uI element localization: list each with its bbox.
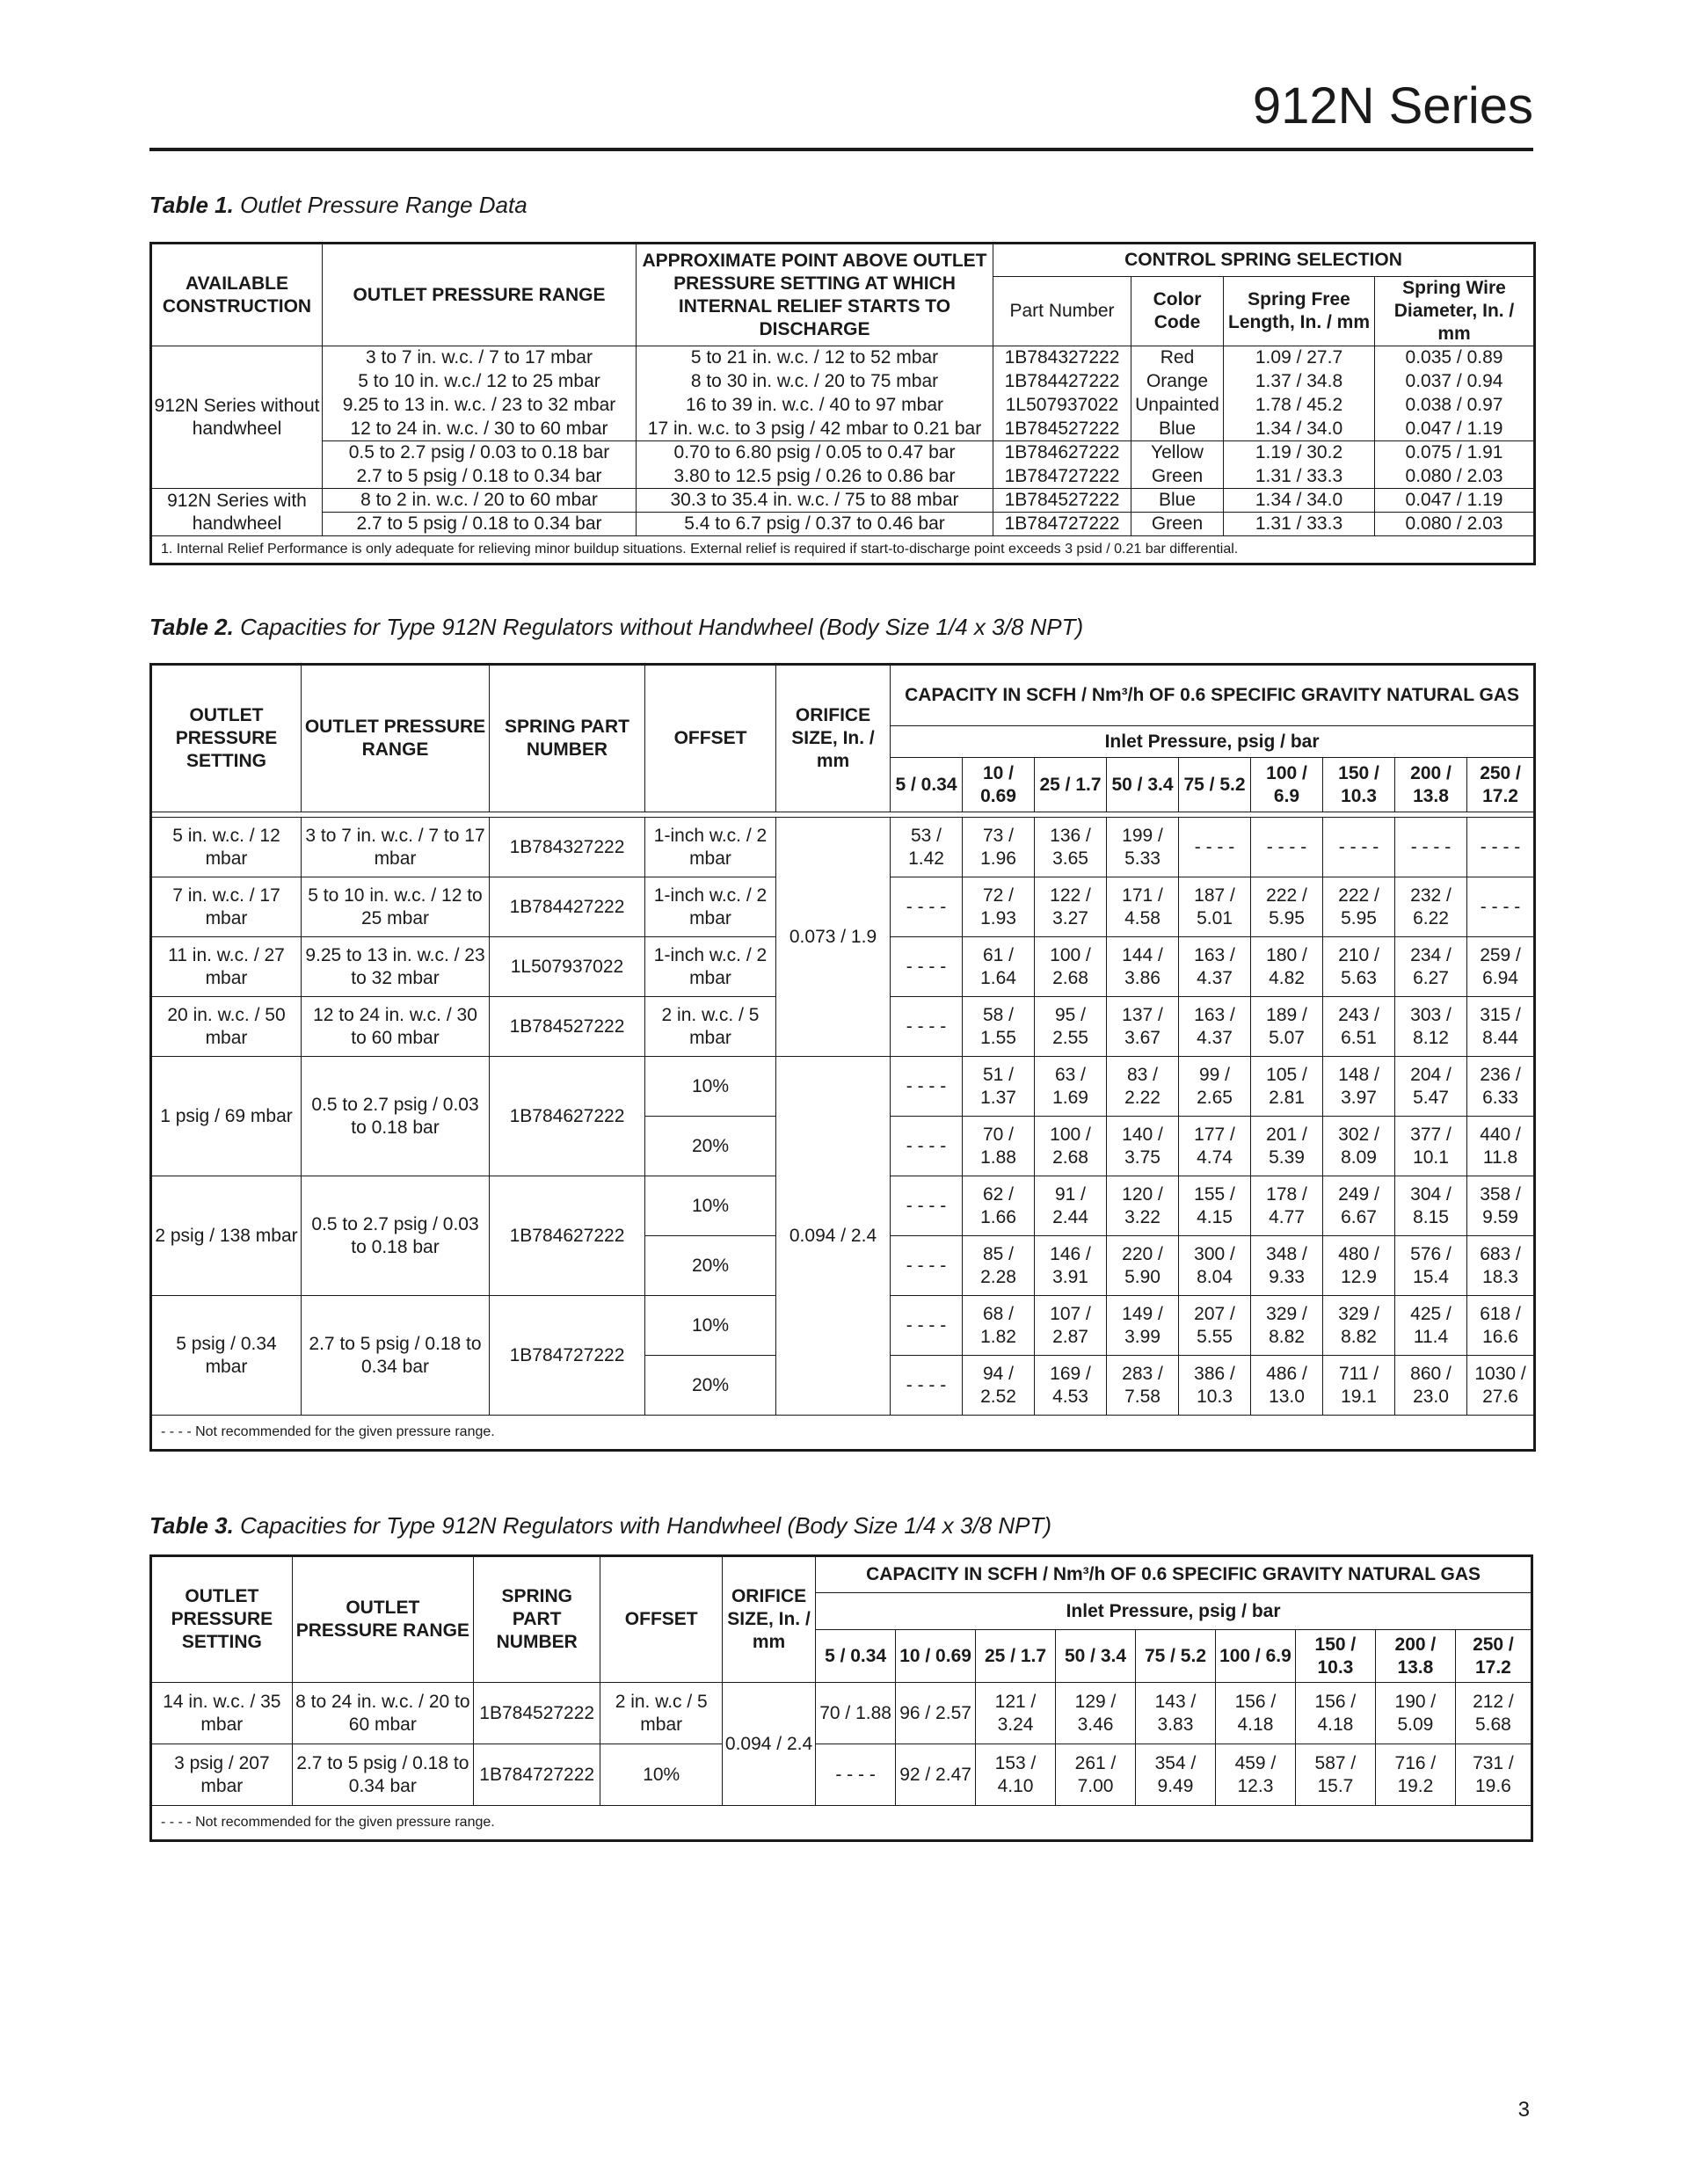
t1-cell-free-length: 1.34 / 34.0 <box>1224 418 1375 441</box>
t1-cell-free-length: 1.19 / 30.2 <box>1224 441 1375 465</box>
t2-cell-capacity: 220 / 5.90 <box>1107 1236 1179 1296</box>
t1-cell-outlet-range: 2.7 to 5 psig / 0.18 to 0.34 bar <box>323 513 637 536</box>
t3-inlet-col: 200 / 13.8 <box>1375 1630 1455 1683</box>
t2-cell-capacity: - - - - <box>1395 818 1467 877</box>
t1-cell-part-number: 1B784727222 <box>993 465 1131 489</box>
t2-cell-offset: 1-inch w.c. / 2 mbar <box>645 877 776 937</box>
t2-header-range: OUTLET PRESSURE RANGE <box>302 665 490 812</box>
t2-cell-capacity: 576 / 15.4 <box>1395 1236 1467 1296</box>
t2-cell-capacity: 210 / 5.63 <box>1323 937 1395 997</box>
t1-cell-relief-point: 0.70 to 6.80 psig / 0.05 to 0.47 bar <box>637 441 993 465</box>
t1-header-color-code: Color Code <box>1131 277 1224 346</box>
t2-cell-capacity: 85 / 2.28 <box>963 1236 1035 1296</box>
t1-row <box>151 441 1535 465</box>
t1-cell-outlet-range: 0.5 to 2.7 psig / 0.03 to 0.18 bar <box>323 441 637 465</box>
t1-cell-relief-point: 5 to 21 in. w.c. / 12 to 52 mbar <box>637 346 993 370</box>
t2-cell-spring: 1B784427222 <box>490 877 645 937</box>
t2-cell-capacity: 302 / 8.09 <box>1323 1117 1395 1176</box>
t1-cell-wire-diameter: 0.075 / 1.91 <box>1375 441 1535 465</box>
t2-cell-capacity: - - - - <box>891 1057 963 1117</box>
t1-cell-color-code: Green <box>1131 513 1224 536</box>
t2-cell-capacity: 53 / 1.42 <box>891 818 963 877</box>
t2-cell-capacity: 122 / 3.27 <box>1035 877 1107 937</box>
t3-cell-capacity: 716 / 19.2 <box>1375 1744 1455 1806</box>
t2-cell-capacity: 51 / 1.37 <box>963 1057 1035 1117</box>
t2-cell-offset: 20% <box>645 1236 776 1296</box>
t1-cell-outlet-range: 9.25 to 13 in. w.c. / 23 to 32 mbar <box>323 394 637 418</box>
t2-cell-capacity: 204 / 5.47 <box>1395 1057 1467 1117</box>
t2-cell-capacity: - - - - <box>891 1356 963 1416</box>
t2-cell-capacity: - - - - <box>891 997 963 1057</box>
t2-cell-capacity: 155 / 4.15 <box>1179 1176 1251 1236</box>
t2-cell-capacity: - - - - <box>1323 818 1395 877</box>
t3-cell-capacity: 459 / 12.3 <box>1215 1744 1295 1806</box>
t2-inlet-col: 250 / 17.2 <box>1467 758 1535 812</box>
t2-cell-capacity: 232 / 6.22 <box>1395 877 1467 937</box>
t1-header-spring-selection: CONTROL SPRING SELECTION <box>993 244 1535 277</box>
t2-cell-capacity: 169 / 4.53 <box>1035 1356 1107 1416</box>
t1-header-wire-diameter: Spring Wire Diameter, In. / mm <box>1375 277 1535 346</box>
t3-cell-orifice: 0.094 / 2.4 <box>722 1683 815 1806</box>
t2-cell-capacity: 68 / 1.82 <box>963 1296 1035 1356</box>
t2-cell-capacity: 107 / 2.87 <box>1035 1296 1107 1356</box>
t3-cell-capacity: - - - - <box>816 1744 896 1806</box>
page-header <box>149 76 1533 151</box>
t3-inlet-col: 50 / 3.4 <box>1056 1630 1136 1683</box>
t1-cell-wire-diameter: 0.047 / 1.19 <box>1375 489 1535 513</box>
table3-caption: Table 3. Capacities for Type 912N Regulators with Handwheel (Body Size 1/4 x 3/8 NPT) <box>149 1512 1052 1539</box>
t2-cell-spring: 1B784627222 <box>490 1057 645 1176</box>
t2-cell-spring: 1B784627222 <box>490 1176 645 1296</box>
t2-cell-capacity: 99 / 2.65 <box>1179 1057 1251 1117</box>
t3-cell-spring: 1B784727222 <box>473 1744 600 1806</box>
t2-cell-capacity: 70 / 1.88 <box>963 1117 1035 1176</box>
t3-cell-spring: 1B784527222 <box>473 1683 600 1744</box>
t1-cell-relief-point: 17 in. w.c. to 3 psig / 42 mbar to 0.21 bar <box>637 418 993 441</box>
t2-cell-capacity: 440 / 11.8 <box>1467 1117 1535 1176</box>
t1-row <box>151 394 1535 418</box>
t2-cell-capacity: - - - - <box>891 877 963 937</box>
t2-cell-capacity: 136 / 3.65 <box>1035 818 1107 877</box>
t1-cell-wire-diameter: 0.080 / 2.03 <box>1375 513 1535 536</box>
t3-cell-setting: 14 in. w.c. / 35 mbar <box>151 1683 293 1744</box>
t3-cell-capacity: 587 / 15.7 <box>1295 1744 1375 1806</box>
t2-cell-range: 0.5 to 2.7 psig / 0.03 to 0.18 bar <box>302 1057 490 1176</box>
t2-cell-capacity: 95 / 2.55 <box>1035 997 1107 1057</box>
t2-cell-range: 2.7 to 5 psig / 0.18 to 0.34 bar <box>302 1296 490 1416</box>
t3-header-capacity: CAPACITY IN SCFH / Nm³/h OF 0.6 SPECIFIC GRAVITY NATURAL GAS <box>816 1556 1532 1593</box>
t2-cell-capacity: 189 / 5.07 <box>1251 997 1323 1057</box>
t1-cell-wire-diameter: 0.047 / 1.19 <box>1375 418 1535 441</box>
t2-row <box>151 818 1535 877</box>
t2-cell-setting: 11 in. w.c. / 27 mbar <box>151 937 302 997</box>
t1-cell-color-code: Green <box>1131 465 1224 489</box>
t2-cell-setting: 5 psig / 0.34 mbar <box>151 1296 302 1416</box>
t3-row <box>151 1683 1532 1744</box>
t3-cell-capacity: 153 / 4.10 <box>976 1744 1056 1806</box>
t3-inlet-col: 150 / 10.3 <box>1295 1630 1375 1683</box>
t1-header-part-number: Part Number <box>993 277 1131 346</box>
t2-cell-range: 5 to 10 in. w.c. / 12 to 25 mbar <box>302 877 490 937</box>
t3-cell-offset: 2 in. w.c / 5 mbar <box>600 1683 722 1744</box>
table2-capacities-without-handwheel <box>149 663 1536 1452</box>
t3-cell-capacity: 261 / 7.00 <box>1056 1744 1136 1806</box>
t3-header-range: OUTLET PRESSURE RANGE <box>292 1556 473 1683</box>
t2-cell-capacity: 140 / 3.75 <box>1107 1117 1179 1176</box>
t1-cell-free-length: 1.31 / 33.3 <box>1224 465 1375 489</box>
t3-header-offset: OFFSET <box>600 1556 722 1683</box>
t2-cell-capacity: 283 / 7.58 <box>1107 1356 1179 1416</box>
t2-cell-capacity: 171 / 4.58 <box>1107 877 1179 937</box>
t3-header-inlet: Inlet Pressure, psig / bar <box>816 1593 1532 1630</box>
series-title: 912N Series <box>1252 77 1533 135</box>
t3-header-setting: OUTLET PRESSURE SETTING <box>151 1556 293 1683</box>
t2-cell-capacity: 315 / 8.44 <box>1467 997 1535 1057</box>
t2-cell-capacity: - - - - <box>891 1296 963 1356</box>
t1-footnote: 1. Internal Relief Performance is only adequate for relieving minor buildup situations. External relief is required if start-to-discharge point exceeds 3 psid / 0.21 bar differential. <box>151 536 1535 564</box>
t1-cell-part-number: 1B784727222 <box>993 513 1131 536</box>
t2-cell-offset: 20% <box>645 1356 776 1416</box>
t2-cell-setting: 1 psig / 69 mbar <box>151 1057 302 1176</box>
t1-header-relief-point: APPROXIMATE POINT ABOVE OUTLET PRESSURE SETTING AT WHICH INTERNAL RELIEF STARTS TO DISCHARGE <box>637 244 993 346</box>
t2-cell-capacity: 425 / 11.4 <box>1395 1296 1467 1356</box>
t1-cell-relief-point: 30.3 to 35.4 in. w.c. / 75 to 88 mbar <box>637 489 993 513</box>
t3-inlet-col: 75 / 5.2 <box>1135 1630 1215 1683</box>
t1-cell-outlet-range: 2.7 to 5 psig / 0.18 to 0.34 bar <box>323 465 637 489</box>
t2-cell-capacity: 348 / 9.33 <box>1251 1236 1323 1296</box>
t2-cell-capacity: - - - - <box>1179 818 1251 877</box>
t2-cell-capacity: 163 / 4.37 <box>1179 997 1251 1057</box>
t2-cell-capacity: 148 / 3.97 <box>1323 1057 1395 1117</box>
t2-cell-offset: 20% <box>645 1117 776 1176</box>
t2-cell-capacity: 137 / 3.67 <box>1107 997 1179 1057</box>
t2-header-setting: OUTLET PRESSURE SETTING <box>151 665 302 812</box>
t2-cell-capacity: 618 / 16.6 <box>1467 1296 1535 1356</box>
t2-cell-capacity: 94 / 2.52 <box>963 1356 1035 1416</box>
t1-cell-free-length: 1.31 / 33.3 <box>1224 513 1375 536</box>
t2-cell-capacity: 243 / 6.51 <box>1323 997 1395 1057</box>
t3-header-spring: SPRING PART NUMBER <box>473 1556 600 1683</box>
t2-inlet-col: 25 / 1.7 <box>1035 758 1107 812</box>
t3-cell-capacity: 156 / 4.18 <box>1215 1683 1295 1744</box>
t3-cell-capacity: 190 / 5.09 <box>1375 1683 1455 1744</box>
t2-inlet-col: 5 / 0.34 <box>891 758 963 812</box>
t2-row <box>151 1057 1535 1117</box>
t2-cell-setting: 20 in. w.c. / 50 mbar <box>151 997 302 1057</box>
t2-cell-capacity: 1030 / 27.6 <box>1467 1356 1535 1416</box>
t2-cell-capacity: 711 / 19.1 <box>1323 1356 1395 1416</box>
page-number: 3 <box>1517 2098 1530 2122</box>
t2-cell-capacity: 249 / 6.67 <box>1323 1176 1395 1236</box>
t2-cell-capacity: 91 / 2.44 <box>1035 1176 1107 1236</box>
t2-cell-capacity: 73 / 1.96 <box>963 818 1035 877</box>
t2-cell-capacity: - - - - <box>891 1236 963 1296</box>
t2-footnote: - - - - Not recommended for the given pressure range. <box>151 1416 1535 1451</box>
t2-cell-capacity: 386 / 10.3 <box>1179 1356 1251 1416</box>
t2-cell-capacity: - - - - <box>891 1176 963 1236</box>
t2-cell-capacity: 100 / 2.68 <box>1035 937 1107 997</box>
t1-row <box>151 489 1535 513</box>
t3-inlet-col: 250 / 17.2 <box>1455 1630 1532 1683</box>
t2-cell-capacity: 146 / 3.91 <box>1035 1236 1107 1296</box>
table1-caption: Table 1. Outlet Pressure Range Data <box>149 192 528 218</box>
t2-cell-capacity: 304 / 8.15 <box>1395 1176 1467 1236</box>
t2-cell-setting: 5 in. w.c. / 12 mbar <box>151 818 302 877</box>
t3-footnote: - - - - Not recommended for the given pressure range. <box>151 1806 1532 1841</box>
t1-row <box>151 465 1535 489</box>
t1-cell-wire-diameter: 0.080 / 2.03 <box>1375 465 1535 489</box>
t2-cell-orifice: 0.073 / 1.9 <box>776 818 891 1057</box>
t2-cell-capacity: 58 / 1.55 <box>963 997 1035 1057</box>
t1-header-free-length: Spring Free Length, In. / mm <box>1224 277 1375 346</box>
t2-header-orifice: ORIFICE SIZE, In. / mm <box>776 665 891 812</box>
t2-cell-capacity: 222 / 5.95 <box>1323 877 1395 937</box>
t3-cell-capacity: 731 / 19.6 <box>1455 1744 1532 1806</box>
t1-cell-part-number: 1L507937022 <box>993 394 1131 418</box>
t2-cell-capacity: 234 / 6.27 <box>1395 937 1467 997</box>
t2-cell-setting: 7 in. w.c. / 17 mbar <box>151 877 302 937</box>
t2-inlet-col: 10 / 0.69 <box>963 758 1035 812</box>
t2-cell-capacity: 259 / 6.94 <box>1467 937 1535 997</box>
t1-cell-part-number: 1B784527222 <box>993 418 1131 441</box>
t2-cell-capacity: 860 / 23.0 <box>1395 1356 1467 1416</box>
t2-cell-capacity: 100 / 2.68 <box>1035 1117 1107 1176</box>
t2-cell-capacity: 149 / 3.99 <box>1107 1296 1179 1356</box>
t2-header-offset: OFFSET <box>645 665 776 812</box>
t1-cell-outlet-range: 5 to 10 in. w.c./ 12 to 25 mbar <box>323 370 637 394</box>
t2-cell-capacity: 329 / 8.82 <box>1251 1296 1323 1356</box>
t1-cell-wire-diameter: 0.035 / 0.89 <box>1375 346 1535 370</box>
t1-group-label: 912N Series with handwheel <box>151 489 323 536</box>
t2-cell-range: 12 to 24 in. w.c. / 30 to 60 mbar <box>302 997 490 1057</box>
t1-header-outlet-range: OUTLET PRESSURE RANGE <box>323 244 637 346</box>
t2-cell-offset: 1-inch w.c. / 2 mbar <box>645 818 776 877</box>
t2-inlet-col: 150 / 10.3 <box>1323 758 1395 812</box>
t2-cell-capacity: 178 / 4.77 <box>1251 1176 1323 1236</box>
t2-cell-setting: 2 psig / 138 mbar <box>151 1176 302 1296</box>
t3-cell-capacity: 129 / 3.46 <box>1056 1683 1136 1744</box>
t2-cell-range: 3 to 7 in. w.c. / 7 to 17 mbar <box>302 818 490 877</box>
t3-cell-offset: 10% <box>600 1744 722 1806</box>
t2-cell-capacity: 63 / 1.69 <box>1035 1057 1107 1117</box>
t3-cell-setting: 3 psig / 207 mbar <box>151 1744 293 1806</box>
t2-cell-offset: 10% <box>645 1296 776 1356</box>
t2-cell-offset: 10% <box>645 1057 776 1117</box>
t2-cell-range: 9.25 to 13 in. w.c. / 23 to 32 mbar <box>302 937 490 997</box>
t1-cell-free-length: 1.37 / 34.8 <box>1224 370 1375 394</box>
t2-cell-capacity: - - - - <box>1467 818 1535 877</box>
t2-inlet-col: 100 / 6.9 <box>1251 758 1323 812</box>
t1-cell-part-number: 1B784427222 <box>993 370 1131 394</box>
t1-cell-relief-point: 3.80 to 12.5 psig / 0.26 to 0.86 bar <box>637 465 993 489</box>
t1-cell-outlet-range: 12 to 24 in. w.c. / 30 to 60 mbar <box>323 418 637 441</box>
t2-cell-spring: 1B784727222 <box>490 1296 645 1416</box>
t1-row <box>151 346 1535 370</box>
t1-row <box>151 370 1535 394</box>
t1-cell-wire-diameter: 0.038 / 0.97 <box>1375 394 1535 418</box>
t3-cell-capacity: 212 / 5.68 <box>1455 1683 1532 1744</box>
t2-cell-capacity: 62 / 1.66 <box>963 1176 1035 1236</box>
t1-cell-color-code: Yellow <box>1131 441 1224 465</box>
t2-cell-capacity: 207 / 5.55 <box>1179 1296 1251 1356</box>
t1-cell-free-length: 1.78 / 45.2 <box>1224 394 1375 418</box>
t3-cell-capacity: 96 / 2.57 <box>896 1683 976 1744</box>
t2-cell-capacity: 480 / 12.9 <box>1323 1236 1395 1296</box>
t2-cell-capacity: 486 / 13.0 <box>1251 1356 1323 1416</box>
t1-row <box>151 513 1535 536</box>
t2-cell-capacity: 177 / 4.74 <box>1179 1117 1251 1176</box>
t2-header-capacity: CAPACITY IN SCFH / Nm³/h OF 0.6 SPECIFIC GRAVITY NATURAL GAS <box>891 665 1535 726</box>
t2-inlet-col: 50 / 3.4 <box>1107 758 1179 812</box>
t1-cell-part-number: 1B784327222 <box>993 346 1131 370</box>
t2-cell-capacity: 120 / 3.22 <box>1107 1176 1179 1236</box>
t1-cell-color-code: Red <box>1131 346 1224 370</box>
t1-cell-color-code: Blue <box>1131 418 1224 441</box>
t2-cell-offset: 2 in. w.c. / 5 mbar <box>645 997 776 1057</box>
t2-cell-range: 0.5 to 2.7 psig / 0.03 to 0.18 bar <box>302 1176 490 1296</box>
t1-cell-part-number: 1B784527222 <box>993 489 1131 513</box>
t3-cell-capacity: 121 / 3.24 <box>976 1683 1056 1744</box>
t1-cell-relief-point: 16 to 39 in. w.c. / 40 to 97 mbar <box>637 394 993 418</box>
t2-cell-capacity: 199 / 5.33 <box>1107 818 1179 877</box>
t3-cell-capacity: 92 / 2.47 <box>896 1744 976 1806</box>
t3-inlet-col: 100 / 6.9 <box>1215 1630 1295 1683</box>
t2-cell-capacity: 377 / 10.1 <box>1395 1117 1467 1176</box>
t3-header-orifice: ORIFICE SIZE, In. / mm <box>722 1556 815 1683</box>
t2-cell-spring: 1B784327222 <box>490 818 645 877</box>
t1-cell-wire-diameter: 0.037 / 0.94 <box>1375 370 1535 394</box>
t2-cell-capacity: 163 / 4.37 <box>1179 937 1251 997</box>
t2-cell-capacity: 61 / 1.64 <box>963 937 1035 997</box>
t2-cell-capacity: 236 / 6.33 <box>1467 1057 1535 1117</box>
t2-cell-capacity: 72 / 1.93 <box>963 877 1035 937</box>
t3-cell-capacity: 143 / 3.83 <box>1135 1683 1215 1744</box>
table3-capacities-with-handwheel <box>149 1554 1533 1842</box>
t3-row <box>151 1744 1532 1806</box>
t1-row <box>151 418 1535 441</box>
t2-inlet-col: 75 / 5.2 <box>1179 758 1251 812</box>
t2-header-inlet: Inlet Pressure, psig / bar <box>891 726 1535 758</box>
t1-cell-color-code: Unpainted <box>1131 394 1224 418</box>
t1-cell-free-length: 1.09 / 27.7 <box>1224 346 1375 370</box>
t3-cell-range: 2.7 to 5 psig / 0.18 to 0.34 bar <box>292 1744 473 1806</box>
t1-cell-part-number: 1B784627222 <box>993 441 1131 465</box>
t2-cell-capacity: - - - - <box>891 937 963 997</box>
t2-cell-capacity: 329 / 8.82 <box>1323 1296 1395 1356</box>
t1-group-label: 912N Series without handwheel <box>151 346 323 489</box>
t2-cell-capacity: 222 / 5.95 <box>1251 877 1323 937</box>
t3-inlet-col: 25 / 1.7 <box>976 1630 1056 1683</box>
t2-cell-orifice: 0.094 / 2.4 <box>776 1057 891 1416</box>
t2-cell-capacity: 105 / 2.81 <box>1251 1057 1323 1117</box>
t1-cell-color-code: Blue <box>1131 489 1224 513</box>
t2-cell-offset: 10% <box>645 1176 776 1236</box>
t2-cell-spring: 1L507937022 <box>490 937 645 997</box>
t2-cell-offset: 1-inch w.c. / 2 mbar <box>645 937 776 997</box>
t2-cell-capacity: 83 / 2.22 <box>1107 1057 1179 1117</box>
t2-cell-capacity: - - - - <box>1467 877 1535 937</box>
t2-cell-capacity: 303 / 8.12 <box>1395 997 1467 1057</box>
t1-cell-outlet-range: 3 to 7 in. w.c. / 7 to 17 mbar <box>323 346 637 370</box>
t2-cell-capacity: 187 / 5.01 <box>1179 877 1251 937</box>
table1-outlet-pressure-range <box>149 242 1536 565</box>
t3-cell-capacity: 354 / 9.49 <box>1135 1744 1215 1806</box>
t2-cell-capacity: 144 / 3.86 <box>1107 937 1179 997</box>
t1-cell-color-code: Orange <box>1131 370 1224 394</box>
t3-cell-capacity: 156 / 4.18 <box>1295 1683 1375 1744</box>
t2-cell-spring: 1B784527222 <box>490 997 645 1057</box>
table2-caption: Table 2. Capacities for Type 912N Regulators without Handwheel (Body Size 1/4 x 3/8 NPT) <box>149 614 1084 640</box>
t1-header-construction: AVAILABLE CONSTRUCTION <box>151 244 323 346</box>
t2-cell-capacity: - - - - <box>891 1117 963 1176</box>
t3-cell-capacity: 70 / 1.88 <box>816 1683 896 1744</box>
t2-header-spring: SPRING PART NUMBER <box>490 665 645 812</box>
t2-cell-capacity: 180 / 4.82 <box>1251 937 1323 997</box>
t1-cell-relief-point: 5.4 to 6.7 psig / 0.37 to 0.46 bar <box>637 513 993 536</box>
t2-cell-capacity: 201 / 5.39 <box>1251 1117 1323 1176</box>
t1-cell-relief-point: 8 to 30 in. w.c. / 20 to 75 mbar <box>637 370 993 394</box>
t1-cell-free-length: 1.34 / 34.0 <box>1224 489 1375 513</box>
t3-cell-range: 8 to 24 in. w.c. / 20 to 60 mbar <box>292 1683 473 1744</box>
t1-cell-outlet-range: 8 to 2 in. w.c. / 20 to 60 mbar <box>323 489 637 513</box>
t2-cell-capacity: 300 / 8.04 <box>1179 1236 1251 1296</box>
t2-inlet-col: 200 / 13.8 <box>1395 758 1467 812</box>
t2-cell-capacity: 683 / 18.3 <box>1467 1236 1535 1296</box>
t2-cell-capacity: 358 / 9.59 <box>1467 1176 1535 1236</box>
t3-inlet-col: 5 / 0.34 <box>816 1630 896 1683</box>
t2-cell-capacity: - - - - <box>1251 818 1323 877</box>
t3-inlet-col: 10 / 0.69 <box>896 1630 976 1683</box>
